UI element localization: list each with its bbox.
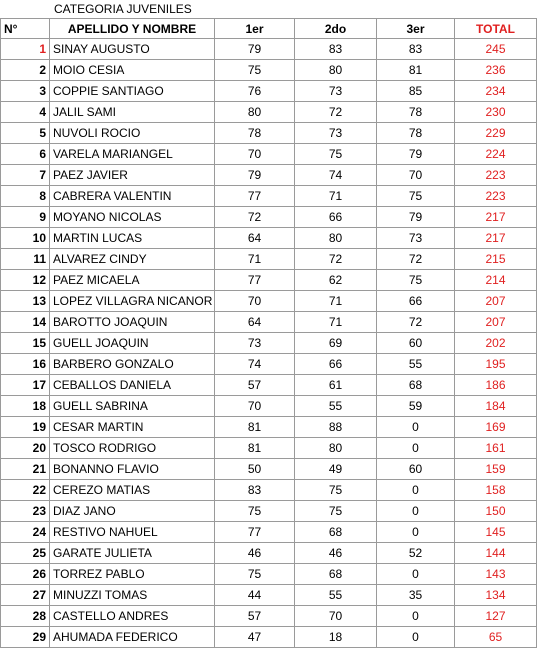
row-name: BAROTTO JOAQUIN — [50, 312, 215, 333]
row-total: 224 — [455, 144, 537, 165]
row-name: RESTIVO NAHUEL — [50, 522, 215, 543]
row-number: 5 — [1, 123, 50, 144]
row-round-1: 70 — [215, 396, 295, 417]
row-total: 223 — [455, 186, 537, 207]
table-row — [1, 522, 537, 543]
row-name: BARBERO GONZALO — [50, 354, 215, 375]
row-round-2: 72 — [295, 249, 377, 270]
row-round-2: 68 — [295, 522, 377, 543]
row-name: VARELA MARIANGEL — [50, 144, 215, 165]
row-total: 161 — [455, 438, 537, 459]
table-row — [1, 585, 537, 606]
row-round-3: 79 — [377, 144, 455, 165]
row-round-1: 73 — [215, 333, 295, 354]
row-number: 1 — [1, 39, 50, 60]
table-row — [1, 312, 537, 333]
table-row — [1, 438, 537, 459]
row-total: 229 — [455, 123, 537, 144]
row-name: MOIO CESIA — [50, 60, 215, 81]
row-name: DIAZ JANO — [50, 501, 215, 522]
row-round-1: 71 — [215, 249, 295, 270]
row-name: BONANNO FLAVIO — [50, 459, 215, 480]
row-name: LOPEZ VILLAGRA NICANOR — [50, 291, 215, 312]
row-round-1: 57 — [215, 375, 295, 396]
row-round-3: 68 — [377, 375, 455, 396]
row-number: 21 — [1, 459, 50, 480]
row-total: 134 — [455, 585, 537, 606]
table-body — [1, 39, 537, 648]
table-row — [1, 564, 537, 585]
row-name: TORREZ PABLO — [50, 564, 215, 585]
table-row — [1, 354, 537, 375]
row-round-3: 59 — [377, 396, 455, 417]
row-number: 9 — [1, 207, 50, 228]
row-round-3: 52 — [377, 543, 455, 564]
row-total: 144 — [455, 543, 537, 564]
table-row — [1, 396, 537, 417]
row-total: 215 — [455, 249, 537, 270]
row-round-1: 46 — [215, 543, 295, 564]
table-row — [1, 186, 537, 207]
row-name: JALIL SAMI — [50, 102, 215, 123]
row-round-2: 80 — [295, 228, 377, 249]
row-round-2: 68 — [295, 564, 377, 585]
row-total: 234 — [455, 81, 537, 102]
row-round-3: 78 — [377, 102, 455, 123]
row-round-2: 73 — [295, 81, 377, 102]
row-total: 223 — [455, 165, 537, 186]
table-row — [1, 375, 537, 396]
row-total: 202 — [455, 333, 537, 354]
row-round-1: 74 — [215, 354, 295, 375]
row-number: 11 — [1, 249, 50, 270]
table-row — [1, 81, 537, 102]
row-total: 214 — [455, 270, 537, 291]
row-round-2: 62 — [295, 270, 377, 291]
row-round-2: 66 — [295, 354, 377, 375]
row-round-2: 72 — [295, 102, 377, 123]
table-row — [1, 102, 537, 123]
header-round-1: 1er — [215, 19, 295, 39]
row-round-1: 77 — [215, 186, 295, 207]
category-row — [0, 0, 536, 18]
row-number: 4 — [1, 102, 50, 123]
row-round-2: 71 — [295, 312, 377, 333]
row-round-1: 44 — [215, 585, 295, 606]
row-total: 65 — [455, 627, 537, 648]
row-number: 23 — [1, 501, 50, 522]
row-name: ALVAREZ CINDY — [50, 249, 215, 270]
row-name: GUELL JOAQUIN — [50, 333, 215, 354]
table-row — [1, 606, 537, 627]
row-total: 186 — [455, 375, 537, 396]
row-round-2: 46 — [295, 543, 377, 564]
row-round-2: 66 — [295, 207, 377, 228]
row-round-1: 81 — [215, 417, 295, 438]
row-round-1: 47 — [215, 627, 295, 648]
row-name: CEBALLOS DANIELA — [50, 375, 215, 396]
row-number: 10 — [1, 228, 50, 249]
row-number: 13 — [1, 291, 50, 312]
row-round-3: 66 — [377, 291, 455, 312]
row-round-3: 70 — [377, 165, 455, 186]
row-round-1: 75 — [215, 501, 295, 522]
row-round-3: 60 — [377, 333, 455, 354]
row-name: CESAR MARTIN — [50, 417, 215, 438]
row-round-2: 70 — [295, 606, 377, 627]
header-round-3: 3er — [377, 19, 455, 39]
row-total: 217 — [455, 207, 537, 228]
row-round-1: 76 — [215, 81, 295, 102]
row-name: CABRERA VALENTIN — [50, 186, 215, 207]
row-name: PAEZ JAVIER — [50, 165, 215, 186]
row-name: NUVOLI ROCIO — [50, 123, 215, 144]
row-number: 3 — [1, 81, 50, 102]
row-name: MARTIN LUCAS — [50, 228, 215, 249]
row-round-3: 0 — [377, 522, 455, 543]
row-name: CASTELLO ANDRES — [50, 606, 215, 627]
row-round-3: 0 — [377, 480, 455, 501]
row-round-3: 35 — [377, 585, 455, 606]
header-name: APELLIDO Y NOMBRE — [50, 19, 215, 39]
row-round-2: 80 — [295, 438, 377, 459]
table-row — [1, 627, 537, 648]
table-row — [1, 291, 537, 312]
row-number: 29 — [1, 627, 50, 648]
table-row — [1, 207, 537, 228]
row-round-3: 0 — [377, 417, 455, 438]
row-round-1: 79 — [215, 39, 295, 60]
row-round-1: 78 — [215, 123, 295, 144]
row-round-1: 64 — [215, 228, 295, 249]
row-number: 28 — [1, 606, 50, 627]
row-round-1: 79 — [215, 165, 295, 186]
row-round-3: 55 — [377, 354, 455, 375]
row-round-1: 72 — [215, 207, 295, 228]
table-row — [1, 459, 537, 480]
table-row — [1, 501, 537, 522]
row-total: 150 — [455, 501, 537, 522]
row-name: CEREZO MATIAS — [50, 480, 215, 501]
header-total: TOTAL — [455, 19, 537, 39]
row-round-3: 85 — [377, 81, 455, 102]
row-round-3: 78 — [377, 123, 455, 144]
row-round-1: 83 — [215, 480, 295, 501]
row-total: 158 — [455, 480, 537, 501]
row-number: 8 — [1, 186, 50, 207]
row-round-1: 80 — [215, 102, 295, 123]
row-number: 14 — [1, 312, 50, 333]
table-row — [1, 417, 537, 438]
row-round-2: 71 — [295, 291, 377, 312]
row-round-1: 64 — [215, 312, 295, 333]
row-number: 22 — [1, 480, 50, 501]
row-round-2: 61 — [295, 375, 377, 396]
row-round-3: 0 — [377, 627, 455, 648]
row-name: SINAY AUGUSTO — [50, 39, 215, 60]
row-round-2: 71 — [295, 186, 377, 207]
scores-table — [0, 18, 537, 648]
row-total: 143 — [455, 564, 537, 585]
row-total: 127 — [455, 606, 537, 627]
row-number: 24 — [1, 522, 50, 543]
row-round-3: 72 — [377, 249, 455, 270]
table-row — [1, 228, 537, 249]
row-round-1: 75 — [215, 60, 295, 81]
row-round-2: 80 — [295, 60, 377, 81]
row-round-3: 60 — [377, 459, 455, 480]
row-name: MOYANO NICOLAS — [50, 207, 215, 228]
row-name: GUELL SABRINA — [50, 396, 215, 417]
row-total: 230 — [455, 102, 537, 123]
row-total: 207 — [455, 291, 537, 312]
row-round-3: 0 — [377, 564, 455, 585]
row-round-2: 83 — [295, 39, 377, 60]
row-number: 19 — [1, 417, 50, 438]
row-round-2: 49 — [295, 459, 377, 480]
row-name: AHUMADA FEDERICO — [50, 627, 215, 648]
row-name: TOSCO RODRIGO — [50, 438, 215, 459]
table-row — [1, 249, 537, 270]
table-row — [1, 144, 537, 165]
row-round-3: 0 — [377, 606, 455, 627]
row-name: COPPIE SANTIAGO — [50, 81, 215, 102]
table-row — [1, 165, 537, 186]
table-row — [1, 39, 537, 60]
table-row — [1, 480, 537, 501]
row-round-1: 77 — [215, 270, 295, 291]
header-number: N° — [1, 19, 50, 39]
header-row — [1, 19, 537, 39]
table-row — [1, 270, 537, 291]
empty-cell — [0, 0, 48, 18]
row-round-3: 75 — [377, 186, 455, 207]
row-number: 26 — [1, 564, 50, 585]
row-total: 159 — [455, 459, 537, 480]
row-round-3: 0 — [377, 501, 455, 522]
row-round-2: 75 — [295, 480, 377, 501]
row-number: 7 — [1, 165, 50, 186]
row-round-2: 74 — [295, 165, 377, 186]
row-round-2: 55 — [295, 585, 377, 606]
table-row — [1, 123, 537, 144]
row-total: 245 — [455, 39, 537, 60]
row-round-2: 73 — [295, 123, 377, 144]
table-row — [1, 60, 537, 81]
row-round-2: 75 — [295, 501, 377, 522]
row-round-3: 0 — [377, 438, 455, 459]
category-title: CATEGORIA JUVENILES — [54, 2, 192, 16]
row-total: 217 — [455, 228, 537, 249]
row-name: MINUZZI TOMAS — [50, 585, 215, 606]
row-total: 169 — [455, 417, 537, 438]
row-total: 236 — [455, 60, 537, 81]
row-round-3: 81 — [377, 60, 455, 81]
row-number: 25 — [1, 543, 50, 564]
row-round-2: 55 — [295, 396, 377, 417]
row-round-2: 69 — [295, 333, 377, 354]
row-number: 6 — [1, 144, 50, 165]
row-total: 195 — [455, 354, 537, 375]
row-round-1: 81 — [215, 438, 295, 459]
row-round-1: 57 — [215, 606, 295, 627]
table-row — [1, 543, 537, 564]
row-number: 16 — [1, 354, 50, 375]
row-round-2: 75 — [295, 144, 377, 165]
row-total: 184 — [455, 396, 537, 417]
row-round-1: 70 — [215, 291, 295, 312]
row-number: 15 — [1, 333, 50, 354]
row-name: PAEZ MICAELA — [50, 270, 215, 291]
row-round-2: 88 — [295, 417, 377, 438]
row-round-1: 50 — [215, 459, 295, 480]
row-number: 27 — [1, 585, 50, 606]
row-round-2: 18 — [295, 627, 377, 648]
row-total: 207 — [455, 312, 537, 333]
row-number: 20 — [1, 438, 50, 459]
row-number: 18 — [1, 396, 50, 417]
row-round-1: 77 — [215, 522, 295, 543]
row-round-1: 75 — [215, 564, 295, 585]
row-number: 17 — [1, 375, 50, 396]
row-number: 2 — [1, 60, 50, 81]
header-round-2: 2do — [295, 19, 377, 39]
row-total: 145 — [455, 522, 537, 543]
table-row — [1, 333, 537, 354]
row-number: 12 — [1, 270, 50, 291]
row-round-3: 79 — [377, 207, 455, 228]
row-round-1: 70 — [215, 144, 295, 165]
row-round-3: 75 — [377, 270, 455, 291]
row-round-3: 72 — [377, 312, 455, 333]
row-round-3: 73 — [377, 228, 455, 249]
row-round-3: 83 — [377, 39, 455, 60]
row-name: GARATE JULIETA — [50, 543, 215, 564]
